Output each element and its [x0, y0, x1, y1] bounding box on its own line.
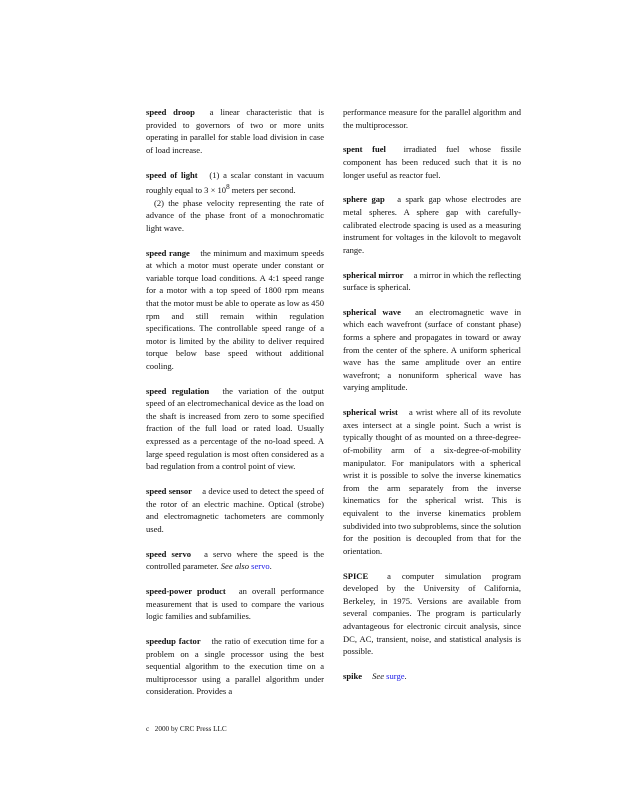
entry-spherical-mirror: [343, 269, 521, 294]
term-spherical-wave: spherical wave: [343, 306, 401, 317]
left-column: [146, 106, 324, 710]
definition-spherical-mirror: a mirror in which the reflecting surface is spherical.: [343, 269, 521, 293]
term-speedup-factor: speedup factor: [146, 635, 201, 646]
term-spherical-wrist: spherical wrist: [343, 407, 398, 418]
xref-link-servo[interactable]: servo: [251, 561, 270, 572]
definition-speed-droop: a linear characteristic that is provided to governors of two or more units operating in parallel for stable load division in case of load increase.: [146, 107, 324, 155]
term-speed-power-product: speed-power product: [146, 585, 226, 596]
definition-speed-power-product: an overall performance measurement that is used to compare the various logic families and subfamilies.: [146, 585, 324, 622]
definition-speed-of-light-1b: meters per second.: [229, 185, 296, 195]
definition-speed-of-light-1a: (1) a scalar constant in vacuum roughly equal to 3 × 10: [146, 169, 324, 195]
term-speed-droop: speed droop: [146, 107, 195, 117]
definition-speed-range: the minimum and maximum speeds at which a motor must operate under constant or variable torque load conditions. A 4:1 speed range for a motor with a top speed of 1800 rpm means that the motor must be able to operate as low as 450 rpm and still remain within regulation specifications. The controllable speed range of a motor is limited by the ability to deliver required torque below base speed without additional cooling.: [146, 247, 324, 371]
entry-speed-range: [146, 247, 324, 373]
definition-speedup-factor: the ratio of execution time for a problem on a single processor using the best sequential algorithm to the execution time on a multiprocessor using a parallel algorithm under consideration. Provides a: [146, 635, 324, 697]
entry-speedup-factor-continued: [343, 106, 521, 131]
term-speed-range: speed range: [146, 247, 190, 258]
definition-speed-servo: a servo where the speed is the controlled parameter.: [146, 548, 324, 572]
entry-speed-regulation: [146, 385, 324, 473]
term-speed-servo: speed servo: [146, 548, 191, 559]
xref-link-surge[interactable]: surge: [386, 670, 405, 681]
definition-spent-fuel: irradiated fuel whose fissile component has been reduced such that it is no longer useful as reactor fuel.: [343, 144, 521, 180]
definition-speed-regulation: the variation of the output speed of an electromechanical device as the load on the shaft is increased from zero to some specified fraction of the full load or rated load. Usually expressed as a percentage of the no-load speed. A large speed regulation is most often considered as a bad regulation from a control point of view.: [146, 385, 324, 472]
definition-speed-of-light-2: (2) the phase velocity representing the rate of advance of the phase front of a monochromatic light wave.: [146, 197, 324, 233]
term-speed-regulation: speed regulation: [146, 385, 210, 396]
definition-spherical-wave: an electromagnetic wave in which each wavefront (surface of constant phase) forms a sphere and propagates in toward or away from the center of the sphere. A uniform spherical wave has the same amplitude over an entire wavefront; a nonuniform spherical wave has varying amplitude.: [343, 306, 521, 393]
right-column: [343, 106, 521, 695]
definition-spice: a computer simulation program developed by the University of California, Berkeley, in 1975. Versions are available from several companies. The program is particularly advantageous for electronic circuit analysis, since DC, AC, transient, noise, and statistical analysis is possible.: [343, 570, 521, 657]
term-spent-fuel: spent fuel: [343, 144, 386, 155]
definition-sphere-gap: a spark gap whose electrodes are metal spheres. A sphere gap with carefully-calibrated electrode spacing is used as a measuring instrument for voltages in the kilovolt to megavolt range.: [343, 194, 522, 255]
term-spherical-mirror: spherical mirror: [343, 269, 404, 280]
definition-speed-sensor: a device used to detect the speed of the rotor of an electric machine. Optical (strobe) and electromagnetic tachometers are commonly used.: [146, 486, 325, 534]
entry-spice: [343, 570, 521, 658]
entry-spherical-wave: [343, 306, 521, 394]
definition-speedup-factor-continued: performance measure for the parallel algorithm and the multiprocessor.: [343, 107, 521, 130]
entry-sphere-gap: [343, 193, 521, 256]
term-sphere-gap: sphere gap: [343, 194, 385, 205]
exponent-8: 8: [226, 183, 230, 192]
see-also-label: See also: [220, 561, 250, 572]
see-label: See: [372, 670, 385, 681]
entry-speed-droop: [146, 106, 324, 156]
entry-speedup-factor: [146, 635, 324, 698]
term-spike: spike: [343, 670, 363, 681]
term-speed-of-light: speed of light: [146, 169, 198, 180]
entry-speed-servo: speed servo a servo where the speed is the controlled parameter. See also servo.: [146, 548, 324, 572]
entry-spherical-wrist: [343, 406, 521, 557]
term-speed-sensor: speed sensor: [146, 486, 192, 497]
entry-spike: spike See surge.: [343, 670, 407, 681]
entry-spent-fuel: [343, 143, 521, 181]
copyright-footer: c⃝2000 by CRC Press LLC: [146, 725, 227, 733]
entry-speed-sensor: [146, 485, 324, 535]
entry-speed-of-light: [146, 169, 324, 235]
entry-speed-power-product: [146, 585, 324, 623]
term-spice: SPICE: [343, 570, 369, 581]
definition-spherical-wrist: a wrist where all of its revolute axes intersect at a single point. Such a wrist is typically thought of as mounted on a three-degree-of-mobility arm of a six-degree-of-mobility manipulator. For manipulators with a spherical wrist it is possible to solve the inverse kinematics from the arm separately from the inverse kinematics for the spherical wrist. This is equivalent to the inverse kinematics problem subdivided into two subproblems, since the solution for the position is decoupled from that for the orientation.: [343, 407, 521, 556]
